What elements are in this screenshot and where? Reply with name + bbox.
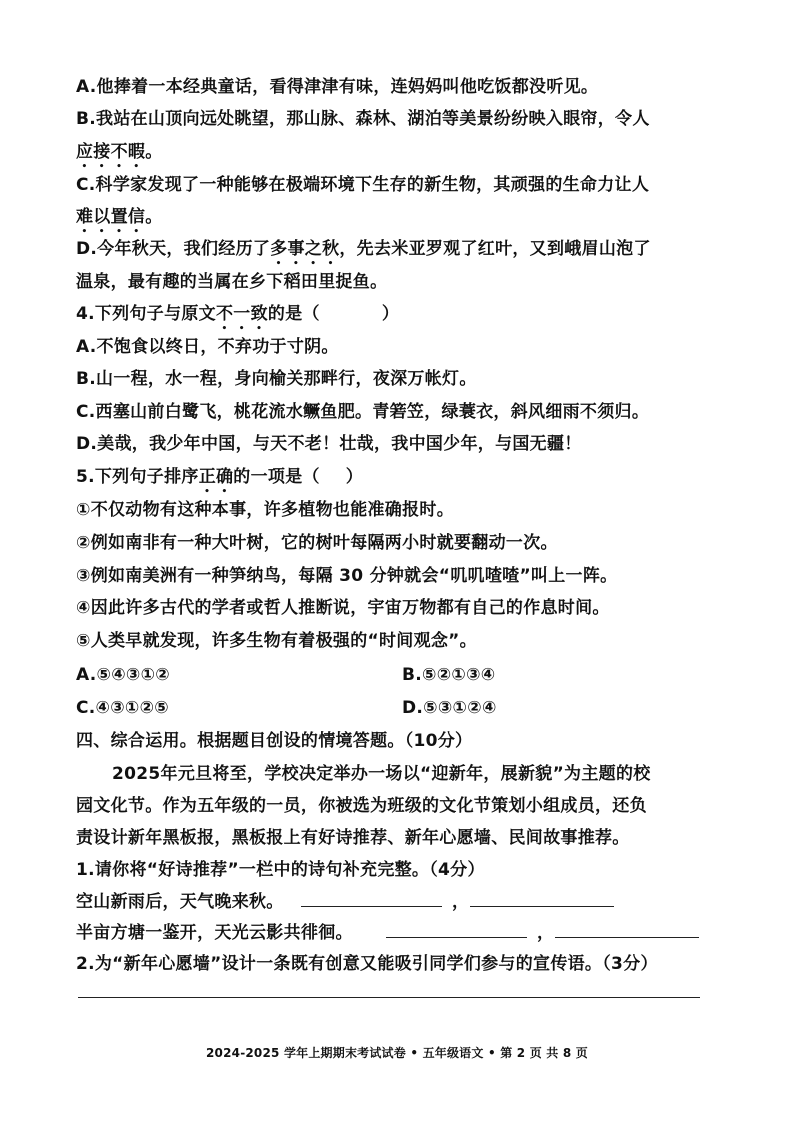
q5-sentence-5: ⑤人类早就发现，许多生物有着极强的“时间观念”。 <box>76 631 477 651</box>
q4-option-c: C.西塞山前白鹭飞，桃花流水鳜鱼肥。青箬笠，绿蓑衣，斜风细雨不须归。 <box>76 402 650 422</box>
q5-option-d: D.⑤③①②④ <box>402 698 497 718</box>
q4-stem: 4.下列句子与原文不一致的是（ ） <box>76 304 400 324</box>
q5-sentence-4: ④因此许多古代的学者或哲人推断说，宇宙万物都有自己的作息时间。 <box>76 598 610 618</box>
section-heading: 四、综合运用。根据题目创设的情境答题。（10分） <box>76 731 473 751</box>
slogan-answer-line[interactable] <box>78 997 700 998</box>
q3-option-a: A.他捧着一本经典童话，看得津津有味，连妈妈叫他吃饭都没听见。 <box>76 77 599 97</box>
q4-option-b: B.山一程，水一程，身向榆关那畔行，夜深万帐灯。 <box>76 369 477 389</box>
scenario-line-2: 园文化节。作为五年级的一员，你被选为班级的文化节策划小组成员，还负 <box>76 796 647 816</box>
q3-option-d-line1: D.今年秋天，我们经历了多事之秋，先去米亚罗观了红叶，又到峨眉山泡了 <box>76 239 651 259</box>
dotted-keyword: 正确 <box>198 467 234 487</box>
q3-option-d-line2: 温泉，最有趣的当属在乡下稻田里捉鱼。 <box>76 272 388 292</box>
page-footer: 2024-2025 学年上期期末考试试卷 • 五年级语文 • 第 2 页 共 8 页 <box>206 1046 588 1060</box>
q3-option-b-line1: B.我站在山顶向远处眺望，那山脉、森林、湖泊等美景纷纷映入眼帘，令人 <box>76 109 650 129</box>
q5-sentence-1: ①不仅动物有这种本事，许多植物也能准确报时。 <box>76 500 454 520</box>
q5-option-a: A.⑤④③①② <box>76 665 170 685</box>
q5-option-b: B.⑤②①③④ <box>402 665 496 685</box>
subquestion-1: 1.请你将“好诗推荐”一栏中的诗句补充完整。（4分） <box>76 860 485 880</box>
q5-sentence-2: ②例如南非有一种大叶树，它的树叶每隔两小时就要翻动一次。 <box>76 533 558 553</box>
q4-option-a: A.不饱食以终日，不弃功于寸阴。 <box>76 337 339 357</box>
q3-option-b-line2: 应接不暇。 <box>76 142 163 162</box>
scenario-line-1: 2025年元旦将至，学校决定举办一场以“迎新年，展新貌”为主题的校 <box>112 764 651 784</box>
dotted-idiom: 多事之秋 <box>270 239 340 259</box>
poem-line-2: 半亩方塘一鉴开，天光云影共徘徊。 <box>76 923 353 943</box>
comma: ， <box>537 923 555 943</box>
subquestion-2: 2.为“新年心愿墙”设计一条既有创意又能吸引同学们参与的宣传语。（3分） <box>76 954 658 974</box>
poem-blank-1a[interactable] <box>301 906 442 907</box>
poem-blank-1b[interactable] <box>470 906 614 907</box>
poem-blank-2b[interactable] <box>555 937 699 938</box>
q4-option-d: D.美哉，我少年中国，与天不老！壮哉，我中国少年，与国无疆！ <box>76 434 582 454</box>
poem-blank-2a[interactable] <box>386 937 527 938</box>
q5-stem: 5.下列句子排序正确的一项是（ ） <box>76 467 364 487</box>
q5-sentence-3: ③例如南美洲有一种笋纳鸟，每隔 30 分钟就会“叽叽喳喳”叫上一阵。 <box>76 566 618 586</box>
comma: ， <box>452 892 470 912</box>
q3-option-c-line2: 难以置信。 <box>76 207 163 227</box>
dotted-keyword: 不一致 <box>216 304 268 324</box>
dotted-idiom: 应接不暇 <box>76 142 146 162</box>
scenario-line-3: 责设计新年黑板报，黑板报上有好诗推荐、新年心愿墙、民间故事推荐。 <box>76 828 630 848</box>
q5-option-c: C.④③①②⑤ <box>76 698 170 718</box>
poem-line-1: 空山新雨后，天气晚来秋。 <box>76 892 284 912</box>
q3-option-c-line1: C.科学家发现了一种能够在极端环境下生存的新生物，其顽强的生命力让人 <box>76 175 650 195</box>
dotted-idiom: 难以置信 <box>76 207 146 227</box>
